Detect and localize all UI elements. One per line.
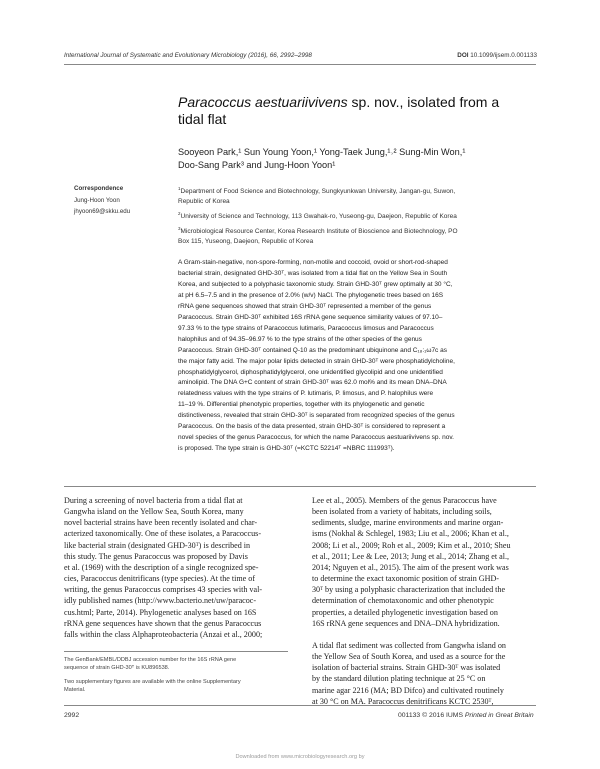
- footnote-rule: [64, 651, 288, 652]
- abstract-divider: [64, 486, 536, 487]
- body-line: like bacterial strain (designated GHD-30ᵀ) is described in: [64, 540, 251, 550]
- abstract-line: bacterial strain, designated GHD-30ᵀ, was isolated from a tidal flat on the Yellow Sea in South: [178, 269, 448, 277]
- body-line: at 30 °C on MA. Paracoccus denitrificans KCTC 2530ᵀ,: [312, 696, 494, 706]
- abstract-line: 11–19 %. Differential phenotypic properties, together with its phylogenetic and genetic: [178, 401, 425, 409]
- abstract-line: Paracoccus. On the basis of the data presented, strain GHD-30ᵀ is considered to represent a: [178, 423, 446, 431]
- doi[interactable]: [457, 52, 537, 59]
- abstract-line: phosphatidylglycerol, diphosphatidylglycerol, one unidentified glycolipid and one unidentified: [178, 368, 443, 376]
- body-line: this study. The genus Paracoccus was proposed by Davis: [64, 551, 248, 561]
- footer-copyright: © 2016 IUMS: [422, 712, 463, 719]
- footnote-supplementary: [64, 678, 284, 695]
- footer-info: [398, 712, 534, 719]
- doi-value: 10.1099/ijsem.0.001133: [470, 52, 537, 59]
- footnote-accession: [64, 656, 284, 673]
- body-line: A tidal flat sediment was collected from Gangwha island on: [312, 641, 506, 650]
- affiliation-number: 3: [178, 226, 181, 231]
- correspondence-name: Jung-Hoon Yoon: [74, 197, 120, 204]
- page-number: 2992: [64, 712, 80, 719]
- header-rule: [64, 64, 536, 65]
- body-line: marine agar 2216 (MA; BD Difco) and cultivated routinely: [312, 685, 504, 695]
- body-line: to determine the exact taxonomic position of strain GHD-: [312, 574, 500, 584]
- body-line: 2014; Nguyen et al., 2015). The aim of the present work was: [312, 562, 509, 572]
- abstract-line: Paracoccus. Strain GHD-30ᵀ exhibited 16S rRNA gene sequence similarity values of 97.10–: [178, 313, 443, 321]
- body-line: acterized taxonomically. One of these isolates, a Paracoccus-: [64, 529, 262, 539]
- affiliation-line: Republic of Korea: [178, 197, 230, 205]
- body-line: novel bacterial strains have been recently isolated and char-: [64, 518, 258, 528]
- abstract-line: aminolipid. The DNA G+C content of strain GHD-30ᵀ was 62.0 mol% and its mean DNA–DNA: [178, 379, 447, 387]
- abstract: [178, 258, 530, 455]
- body-line: been isolated from a variety of habitats, including soils,: [312, 507, 492, 517]
- download-watermark: Downloaded from www.microbiologyresearch.org by: [235, 754, 365, 760]
- abstract-line: rRNA gene sequences showed that strain GHD-30ᵀ represented a member of the genus: [178, 302, 432, 310]
- abstract-line: distinctiveness, revealed that strain GHD-30ᵀ is separated from recognized species of the genus: [178, 412, 455, 420]
- body-line: cies, Paracoccus denitrificans (type species). At the time of: [64, 574, 256, 584]
- body-line: properties, a detailed phylogenetic investigation based on: [312, 607, 498, 617]
- authors-line: Sooyeon Park,¹ Sun Young Yoon,¹ Yong-Taek Jung,¹˒² Sung-Min Won,¹: [178, 147, 466, 157]
- correspondence-email[interactable]: jhyoon69@skku.edu: [74, 208, 131, 215]
- body-left-column: [64, 495, 288, 640]
- article-title: [178, 94, 508, 128]
- body-line: determination of chemotaxonomic and other phenotypic: [312, 596, 494, 606]
- affiliation-line: Microbiological Resource Center, Korea Research Institute of Bioscience and Biotechnology, PO: [180, 228, 458, 236]
- footer-printed: Printed in Great Britain: [464, 712, 534, 719]
- body-line: During a screening of novel bacteria from a tidal flat at: [64, 496, 243, 505]
- abstract-line: is proposed. The type strain is GHD-30ᵀ (=KCTC 52214ᵀ =NBRC 111993ᵀ).: [178, 445, 395, 453]
- body-line: isms (Nokhal & Schlegel, 1983; Liu et al., 2006; Khan et al.,: [312, 529, 509, 539]
- body-right-column-paragraph-2: [312, 640, 537, 707]
- abstract-line: halophilus and of 94.35–96.97 % to the type strains of the other species of the genus: [178, 335, 422, 343]
- abstract-line: Korea, and subjected to a polyphasic taxonomic study. Strain GHD-30ᵀ grew optimally at 30 °C,: [178, 280, 453, 288]
- doi-label: DOI: [457, 52, 469, 59]
- body-line: writing, the genus Paracoccus comprises 43 species with val-: [64, 585, 263, 595]
- journal-citation: International Journal of Systematic and Evolutionary Microbiology (2016), 66, 2992–2998: [64, 52, 312, 59]
- body-line: 30ᵀ by using a polyphasic characterization that included the: [312, 585, 506, 595]
- body-line: 2008; Li et al., 2009; Roh et al., 2009; Kim et al., 2010; Sheu: [312, 540, 511, 550]
- abstract-line: at pH 6.5–7.5 and in the presence of 2.0% (w/v) NaCl. The phylogenetic trees based on 16S: [178, 291, 444, 299]
- body-line: by the standard dilution plating technique at 25 °C on: [312, 674, 486, 684]
- affiliation-2: [178, 209, 528, 222]
- title-rest: sp. nov., isolated from a tidal flat: [178, 94, 500, 127]
- title-species: Paracoccus aestuariivivens: [178, 94, 348, 110]
- footnote-line: Material.: [64, 687, 86, 694]
- affiliation-3: [178, 224, 528, 246]
- body-right-column-paragraph-1: [312, 495, 537, 629]
- affiliation-number: 2: [178, 211, 181, 216]
- author-list: [178, 146, 528, 172]
- body-line: Gangwha island on the Yellow Sea, South Korea, many: [64, 507, 244, 517]
- affiliation-number: 1: [178, 186, 181, 191]
- abstract-line: A Gram-stain-negative, non-spore-forming, non-motile and coccoid, ovoid or short-rod-shaped: [178, 259, 448, 266]
- footnote-line: Two supplementary figures are available with the online Supplementary: [64, 679, 241, 685]
- body-line: idly published names (http://www.bacterio.net/uw/paracoc-: [64, 596, 257, 606]
- body-line: falls within the class Alphaproteobacteria (Anzai et al., 2000;: [64, 629, 263, 639]
- affiliation-line: Box 115, Yuseong, Daejeon, Republic of Korea: [178, 237, 314, 245]
- abstract-line: novel species of the genus Paracoccus, for which the name Paracoccus aestuariivivens sp. nov.: [178, 434, 454, 442]
- body-line: rRNA gene sequences have shown that the genus Paracoccus: [64, 618, 262, 628]
- abstract-line: Paracoccus. Strain GHD-30ᵀ contained Q-10 as the predominant ubiquinone and C₁₈:₁ω7c as: [178, 346, 447, 354]
- correspondence-heading: Correspondence: [74, 185, 124, 192]
- footnote-line: The GenBank/EMBL/DDBJ accession number for the 16S rRNA gene: [64, 657, 237, 663]
- body-line: 16S rRNA gene sequences and DNA–DNA hybridization.: [312, 618, 500, 628]
- body-line: isolation of bacterial strains. Strain GHD-30ᵀ was isolated: [312, 663, 501, 673]
- affiliation-1: [178, 184, 528, 206]
- affiliation-line: University of Science and Technology, 113 Gwahak-ro, Yuseong-gu, Daejeon, Republic of Korea: [180, 213, 457, 221]
- footer-article-id: 001133: [398, 712, 421, 719]
- body-line: cus.html; Parte, 2014). Phylogenetic analyses based on 16S: [64, 607, 257, 617]
- abstract-line: relatedness values with the type strains of P. lutimaris, P. limosus, and P. halophilus were: [178, 390, 434, 398]
- affiliation-line: Department of Food Science and Biotechnology, Sungkyunkwan University, Jangan-gu, Suwon,: [180, 188, 456, 196]
- footnote-line: sequence of strain GHD-30ᵀ is KU896538.: [64, 665, 170, 672]
- authors-line: Doo-Sang Park³ and Jung-Hoon Yoon¹: [178, 160, 336, 170]
- body-line: et al., 2011; Lee & Lee, 2013; Jung et al., 2014; Zhang et al.,: [312, 551, 510, 561]
- body-line: sediments, sludge, marine environments and marine organ-: [312, 518, 504, 528]
- footer-rule: [64, 705, 536, 706]
- abstract-line: 97.33 % to the type strains of Paracoccus lutimaris, Paracoccus limosus and Paracoccus: [178, 324, 434, 332]
- body-line: Lee et al., 2005). Members of the genus Paracoccus have: [312, 496, 497, 505]
- body-line: the Yellow Sea of South Korea, and used as a source for the: [312, 652, 506, 662]
- body-line: et al. (1969) with the description of a single recognized spe-: [64, 562, 259, 572]
- abstract-line: the major fatty acid. The major polar lipids detected in strain GHD-30ᵀ were phosphatidylcholine,: [178, 357, 455, 365]
